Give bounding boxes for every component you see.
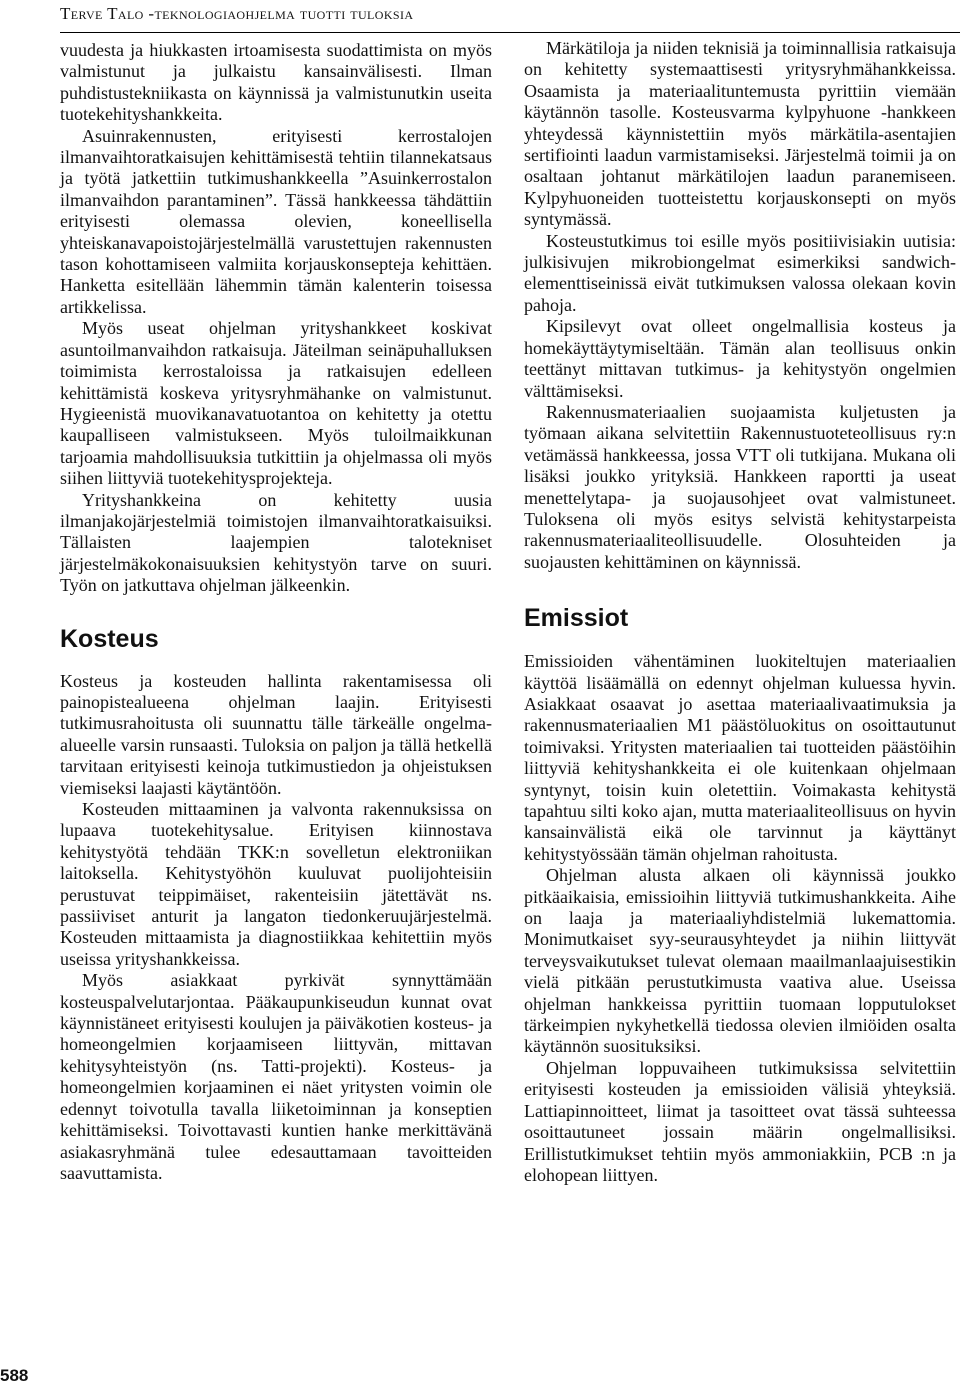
section-heading-kosteus: Kosteus (60, 624, 159, 653)
paragraph: vuudesta ja hiukkasten irtoamisesta suodattimista on myös valmistunut ja julkaistu kansainvälisesti. Ilman puhdistustekniikasta on käynnissä ja valmistunutkin useita tuotekehityshankkeita. (60, 40, 492, 125)
running-header: Terve Talo -teknologiaohjelma tuotti tuloksia (60, 4, 414, 23)
paragraph: Yrityshankkeina on kehitetty uusia ilmanjakojärjestelmiä toimistojen ilmanvaihtoratkaisuiksi. Tällaisten laajempien talotekniset järjestelmäkokonaisuuksien kehitystyön tarve on suuri. Työn on jatkuttava ohjelman jälkeenkin. (60, 489, 492, 596)
left-column (60, 40, 492, 1184)
header-divider (60, 32, 960, 33)
paragraph: Emissioiden vähentäminen luokiteltujen materiaalien käyttöä lisäämällä on edennyt ohjelman kuluessa hyvin. Asiakkaat osaavat jo asettaa materiaalivaatimuksia ja rakennusmateriaalien M1 päästöluokitus on osoittautunut toimivaksi. Yritysten materiaalien tai tuotteiden päästöihin liittyviä kehityshankkeita ei ole kuitenkaan ohjelmaan syntynyt, toisin kuin oletettiin. Voimakasta kehitystä tapahtuu silti koko ajan, mutta materiaaliteollisuus on hyvin kansainvälistä eikä ole tarvinnut ja käyttänyt kehitystyössään tämän ohjelman rahoitusta. (524, 651, 956, 864)
paragraph: Märkätiloja ja niiden teknisiä ja toiminnallisia ratkaisuja on kehitetty systemaattisesti yritysryhmähankkeissa. Osaamista ja materiaalituntemusta pyrittiin viemään käytännön tasolle. Kosteusvarma kylpyhuone -hankkeen yhteydessä käynnistettiin myös märkätila-asentajien sertifiointi laadun varmistamiseksi. Järjestelmä toimii ja on osaltaan johtanut märkätilojen laadun paranemiseen. Kylpyhuoneiden tuotteistettu korjauskonsepti on myös syntymässä. (524, 38, 956, 230)
paragraph: Ohjelman alusta alkaen oli käynnissä joukko pitkäaikaisia, emissioihin liittyviä tutkimushankkeita. Aihe on laaja ja materiaaliyhdistelmiä lukemattomia. Monimutkaiset syy-seurausyhteydet ja niihin liittyvät terveysvaikutukset tulevat olemaan maailmanlaajuisestikin vielä pitkään perustutkimusta vaativa alue. Useissa ohjelman hankkeissa pyrittiin tuomaan lopputulokset tärkeimpien nykyhetkellä tiedossa olevien ilmiöiden osalta käytännön suosituksiksi. (524, 865, 956, 1057)
paragraph: Myös useat ohjelman yrityshankkeet koskivat asuntoilmanvaihdon ratkaisuja. Jäteilman seinäpuhalluksen toimimista kerrostaloissa ja ratkaisujen edelleen kehittämistä koskeva yritysryhmähanke on valmistunut. Hygieenistä muovikanavatuotantoa on kehitetty ja otettu kaupalliseen valmistukseen. Myös tuloilmaikkunan tarjoamia mahdollisuuksia tutkittiin ja ohjelmassa oli myös siihen liittyviä tuotekehitysprojekteja. (60, 318, 492, 489)
right-column (524, 38, 956, 1186)
paragraph: Kosteus ja kosteuden hallinta rakentamisessa oli painopistealueena ohjelman laajin. Erityisesti tutkimusrahoitusta oli suunnattu tälle tärkeälle ongelma-alueelle varsin runsaasti. Tuloksia on paljon ja tällä hetkellä tarvitaan erityisesti keinoja tutkimustiedon ja ohjeistuksen viemiseksi laajasti käytäntöön. (60, 670, 492, 798)
paragraph: Kosteuden mittaaminen ja valvonta rakennuksissa on lupaava tuotekehitysalue. Erityisen kiinnostava kehitystyötä tehdään TKK:n sovelletun elektroniikan laitoksella. Kehitystyöhön kuuluvat puolijohteisiin perustuvat teippimäiset, rakenteisiin jätettävät ns. passiiviset anturit ja langaton tiedonkeruujärjestelmä. Kosteuden mittaamista ja diagnostiikkaa kehitettiin myös useissa yrityshankkeissa. (60, 799, 492, 969)
page-number: 588 (0, 1366, 29, 1385)
paragraph: Kipsilevyt ovat olleet ongelmallisia kosteus ja homekäyttäytymiseltään. Tämän alan teollisuus onkin teettänyt mittavan tutkimus- ja kehitystyön ongelmien välttämiseksi. (524, 316, 956, 401)
paragraph: Asuinrakennusten, erityisesti kerrostalojen ilmanvaihtoratkaisujen kehittämisestä tehtiin tilannekatsaus ja työtä jatkettiin tutkimushankkeella ”Asuinkerrostalon ilmanvaihdon parantaminen”. Tässä hankkeessa tähdättiin erityisesti olemassa olevien, koneellisella yhteiskanavapoistojärjestelmällä varustettujen rakennusten tason kohottamiseen valmiita korjauskonsepteja kehittäen. Hanketta esitellään lähemmin tämän kalenterin toisessa artikkelissa. (60, 125, 492, 317)
paragraph: Ohjelman loppuvaiheen tutkimuksissa selvitettiin erityisesti kosteuden ja emissioiden välisiä yhteyksiä. Lattiapinnoitteet, liimat ja tasoitteet ovat tässä suhteessa osoittautuneet jossain määrin ongelmallisiksi. Erillistutkimukset tehtiin myös ammoniakkiin, PCB :n ja elohopean liittyen. (524, 1057, 956, 1185)
paragraph: Rakennusmateriaalien suojaamista kuljetusten ja työmaan aikana selvitettiin Rakennustuoteteollisuus ry:n vetämässä hankkeessa, jossa VTT oli tutkijana. Mukana oli lisäksi joukko yrityksiä. Hankkeen raportti ja useat menettelytapa- ja suojausohjeet ovat valmistuneet. Tuloksena oli myös esitys selvistä kehitystarpeista rakennusmateriaaliteollisuudelle. Olosuhteiden ja suojausten kehittäminen on käynnissä. (524, 401, 956, 572)
paragraph: Kosteustutkimus toi esille myös positiivisiakin uutisia: julkisivujen mikrobiongelmat esimerkiksi sandwich-elementtiseinissä eivät tutkimuksen valossa olekaan kovin pahoja. (524, 230, 956, 315)
paragraph: Myös asiakkaat pyrkivät synnyttämään kosteuspalvelutarjontaa. Pääkaupunkiseudun kunnat ovat käynnistäneet erityisesti koulujen ja päiväkotien kosteus- ja homeongelmien korjaamiseen liittyvän, mittavan kehitysyhteistyön (ns. Tatti-projekti). Kosteus- ja homeongelmien korjaaminen ei näet yritysten voimin ole edennyt toivotulla tavalla liiketoiminnan ja konseptien kehittämiseksi. Toivottavasti kuntien hanke merkittävänä asiakasryhmänä tulee edesauttamaan tavoitteiden saavuttamista. (60, 970, 492, 1183)
section-heading-emissiot: Emissiot (524, 604, 629, 633)
